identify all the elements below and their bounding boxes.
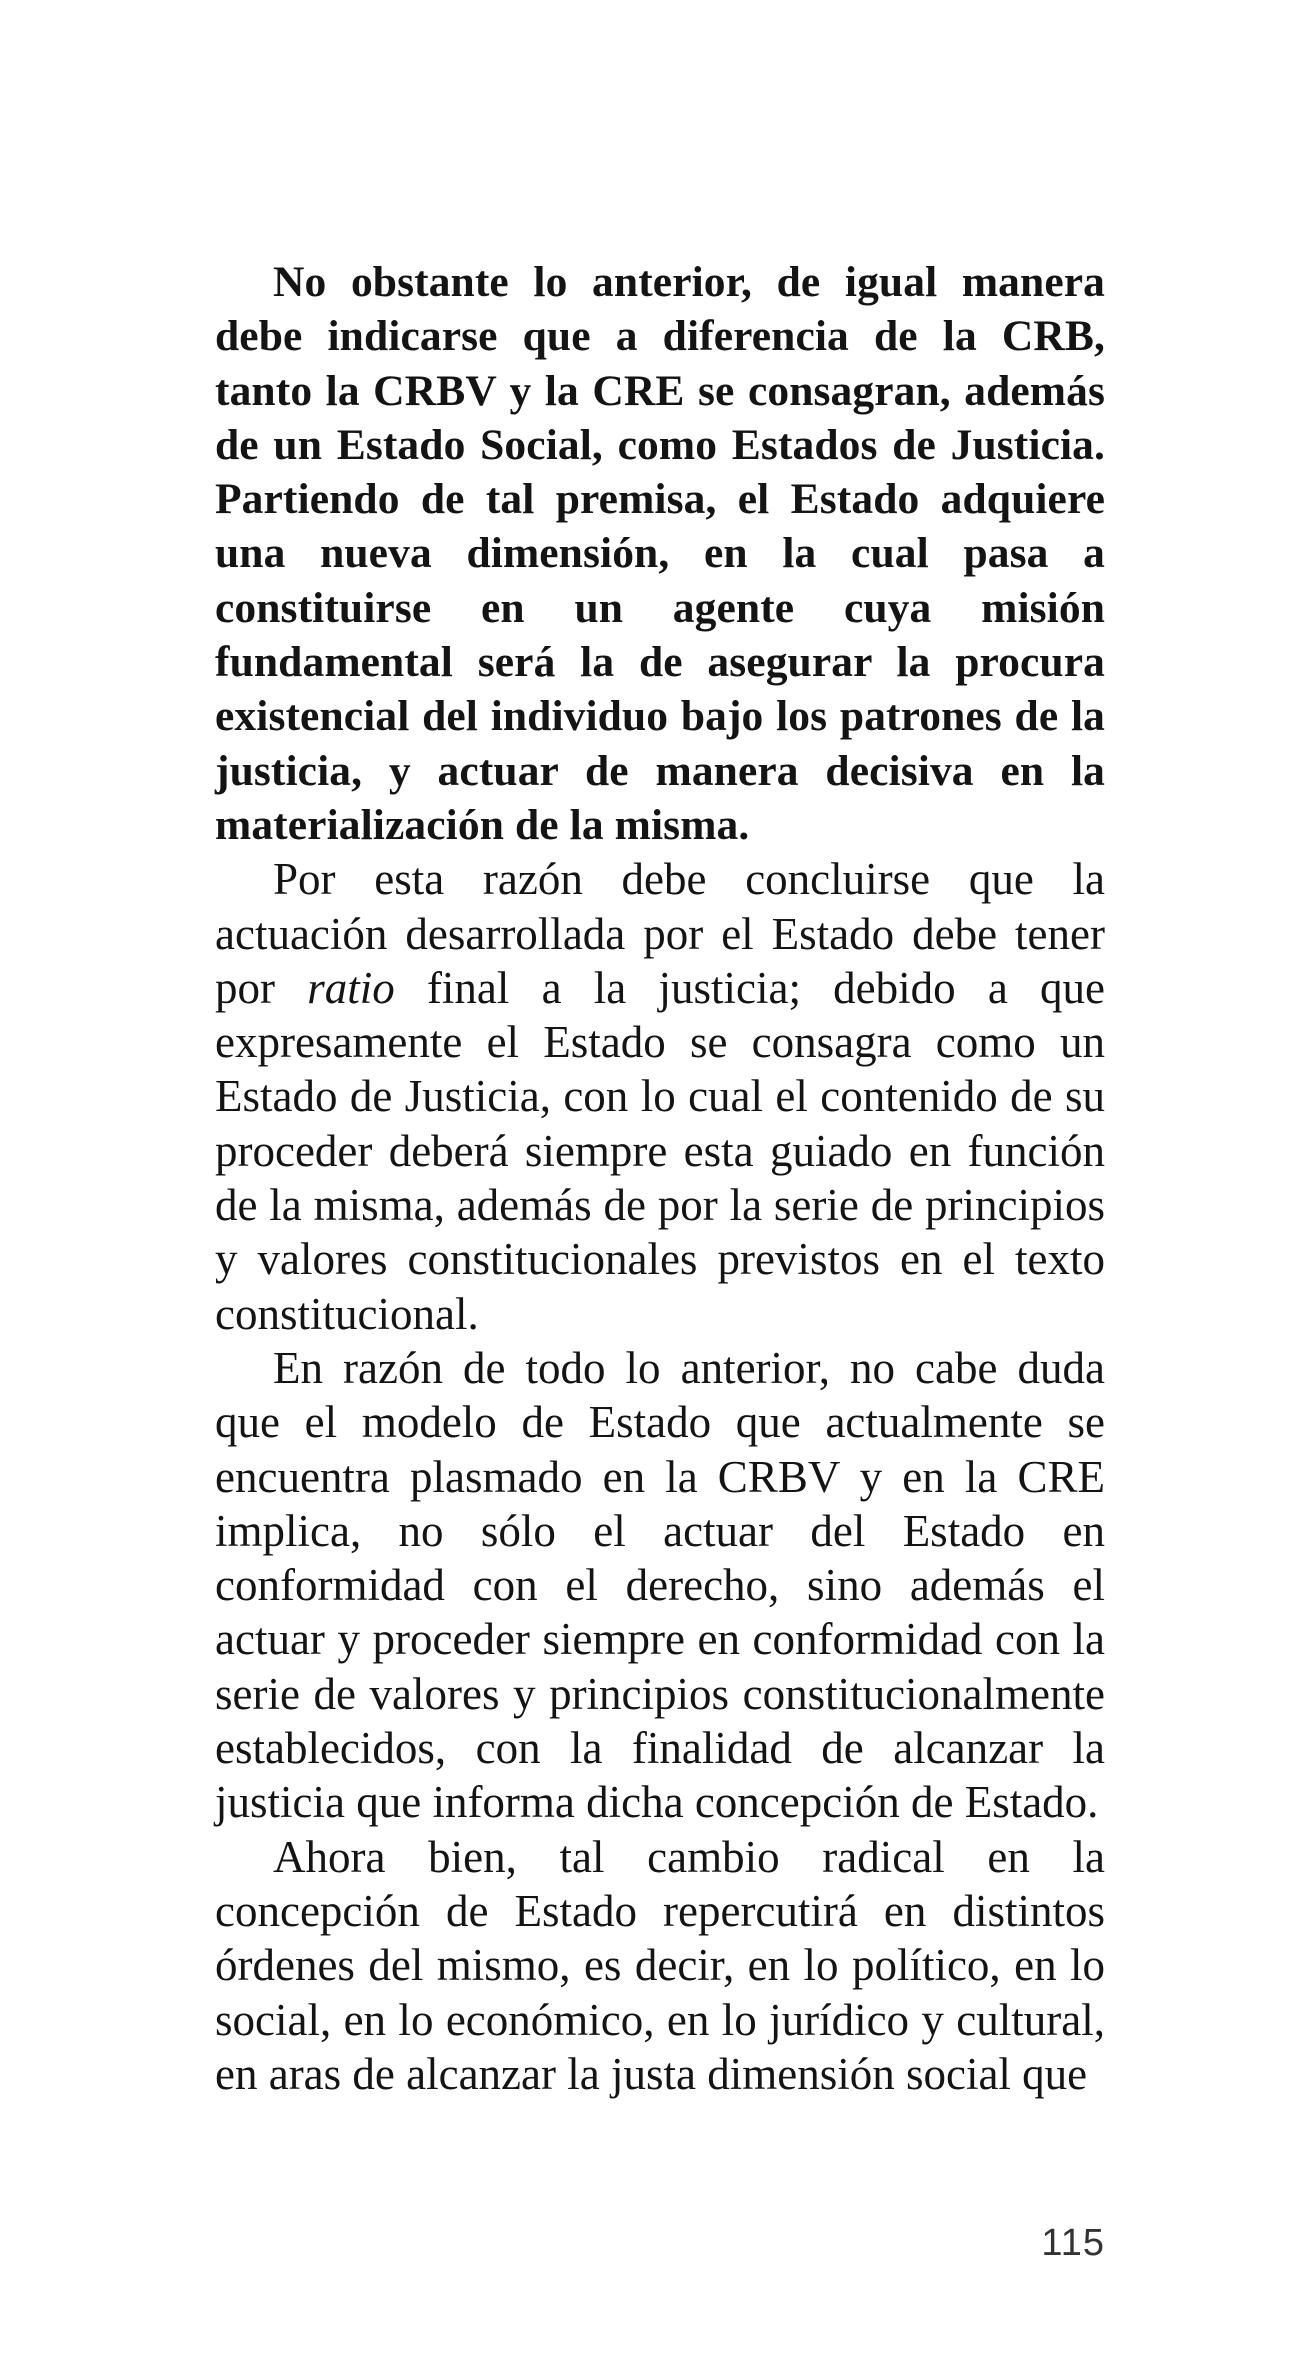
- paragraph-ratio-before: Por esta razón debe concluirse que la actuación desarrollada por el Estado debe tener por: [215, 854, 1105, 1013]
- page-number: 115: [1041, 2222, 1105, 2264]
- paragraph-cambio-radical: Ahora bien, tal cambio radical en la concepción de Estado repercutirá en distintos órdenes del mismo, es decir, en lo político, en lo social, en lo económico, en lo jurídico y cultural, en aras de alcanzar la justa dimensión social que: [215, 1831, 1105, 2099]
- italic-ratio: ratio: [307, 962, 395, 1013]
- paragraph-ratio: [215, 852, 1105, 1341]
- body-text: [215, 255, 1105, 2101]
- paragraph-ratio-after: final a la justicia; debido a que expresamente el Estado se consagra como un Estado de Justicia, con lo cual el contenido de su proceder deberá siempre esta guiado en función de la misma, además de por la serie de principios y valores constitucionales previstos en el texto constitucional.: [215, 962, 1105, 1339]
- paragraph-modelo-estado: En razón de todo lo anterior, no cabe duda que el modelo de Estado que actualmente se encuentra plasmado en la CRBV y en la CRE implica, no sólo el actuar del Estado en conformidad con el derecho, sino además el actuar y proceder siempre en conformidad con la serie de valores y principios constitucionalmente establecidos, con la finalidad de alcanzar la justicia que informa dicha concepción de Estado.: [215, 1342, 1105, 1828]
- paragraph-bold-intro: No obstante lo anterior, de igual manera debe indicarse que a diferencia de la CRB, tanto la CRBV y la CRE se consagran, además de un Estado Social, como Estados de Justicia. Partiendo de tal premisa, el Estado adquiere una nueva dimensión, en la cual pasa a constituirse en un agente cuya misión fundamental será la de asegurar la procura existencial del individuo bajo los patrones de la justicia, y actuar de manera decisiva en la materialización de la misma.: [215, 258, 1105, 849]
